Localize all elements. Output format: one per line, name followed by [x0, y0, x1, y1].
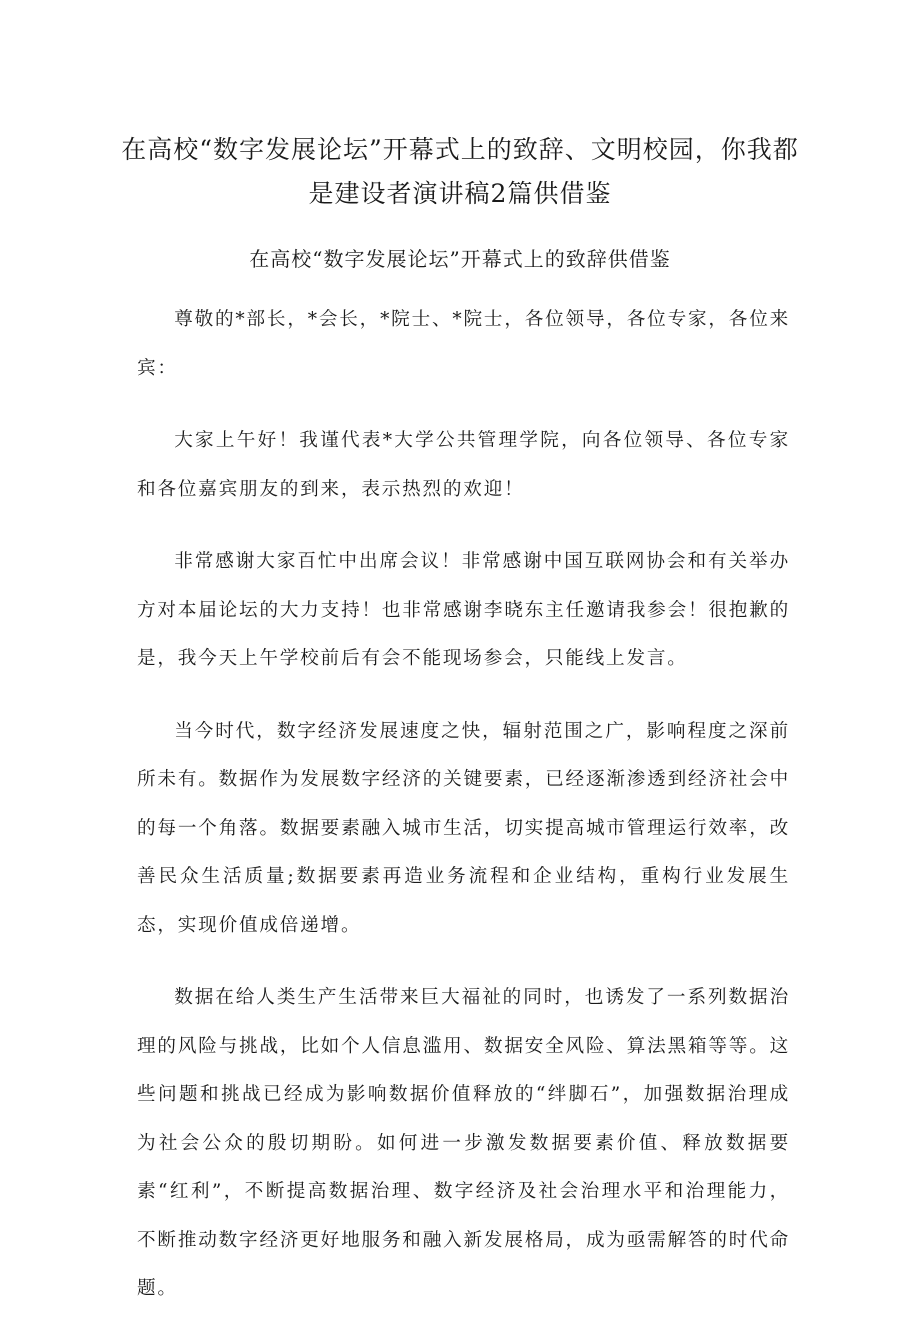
- document-body: [137, 296, 790, 1338]
- paragraph-data-governance: 数据在给人类生产生活带来巨大福祉的同时，也诱发了一系列数据治理的风险与挑战，比如个人信息滥用、数据安全风险、算法黑箱等等。这些问题和挑战已经成为影响数据价值释放的“绊脚石”，加强数据治理成为社会公众的殷切期盼。如何进一步激发数据要素价值、释放数据要素“红利”，不断提高数据治理、数字经济及社会治理水平和治理能力，不断推动数字经济更好地服务和融入新发展格局，成为亟需解答的时代命题。: [137, 987, 790, 1299]
- document-title: 在高校“数字发展论坛”开幕式上的致辞、文明校园，你我都是建设者演讲稿2篇供借鉴: [121, 135, 799, 208]
- paragraph-thanks: 非常感谢大家百忙中出席会议！非常感谢中国互联网协会和有关举办方对本届论坛的大力支持！也非常感谢李晓东主任邀请我参会！很抱歉的是，我今天上午学校前后有会不能现场参会，只能线上发言。: [137, 551, 790, 669]
- paragraph-salutation: 尊敬的*部长，*会长，*院士、*院士，各位领导，各位专家，各位来宾：: [137, 309, 790, 379]
- paragraph-digital-economy: 当今时代，数字经济发展速度之快，辐射范围之广，影响程度之深前所未有。数据作为发展数字经济的关键要素，已经逐渐渗透到经济社会中的每一个角落。数据要素融入城市生活，切实提高城市管理运行效率，改善民众生活质量;数据要素再造业务流程和企业结构，重构行业发展生态，实现价值成倍递增。: [137, 720, 790, 936]
- document-subtitle: 在高校“数字发展论坛”开幕式上的致辞供借鉴: [249, 247, 671, 271]
- paragraph-greeting: 大家上午好！我谨代表*大学公共管理学院，向各位领导、各位专家和各位嘉宾朋友的到来，表示热烈的欢迎！: [137, 430, 790, 500]
